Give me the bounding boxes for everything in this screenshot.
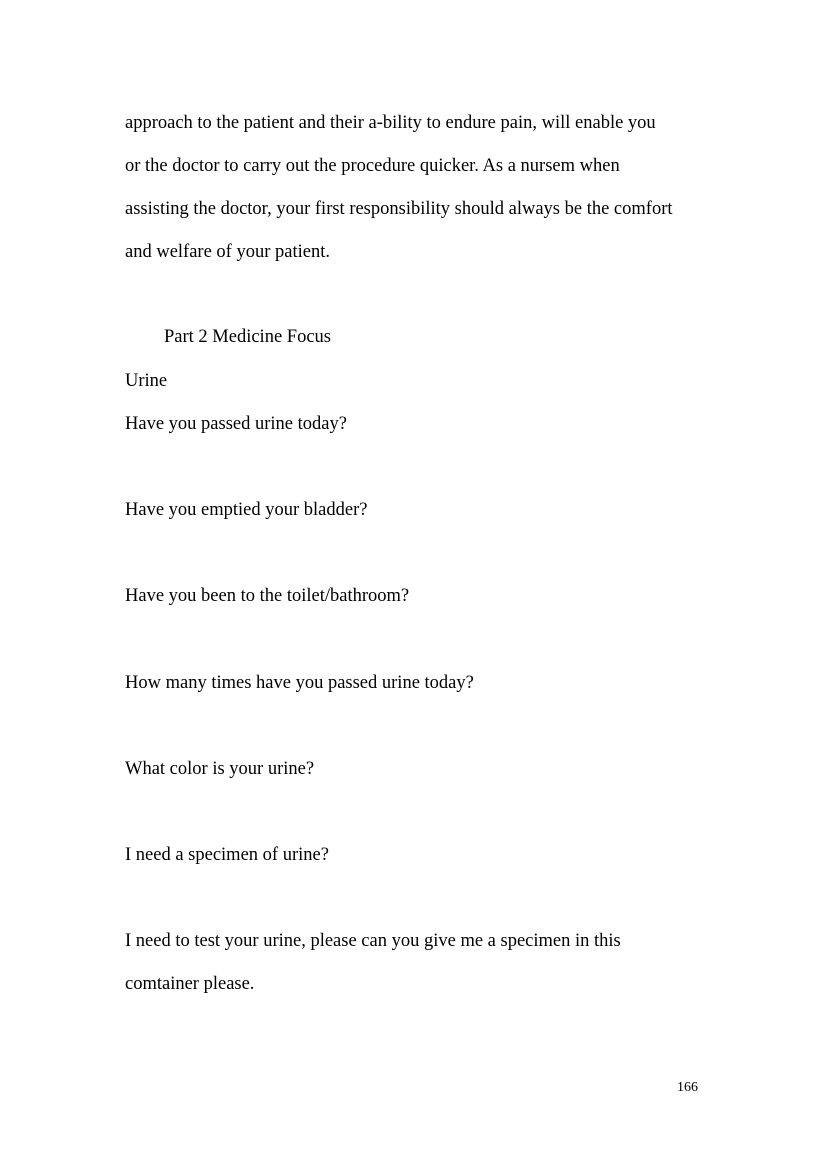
section-heading: Part 2 Medicine Focus — [164, 327, 331, 347]
paragraph-line: approach to the patient and their a-bility to endure pain, will enable you — [125, 113, 656, 133]
paragraph-line: assisting the doctor, your first responsibility should always be the comfort — [125, 199, 673, 219]
phrase-item: Have you emptied your bladder? — [125, 500, 368, 520]
phrase-item: How many times have you passed urine today? — [125, 673, 474, 693]
phrase-item: comtainer please. — [125, 974, 255, 994]
paragraph-line: or the doctor to carry out the procedure quicker. As a nursem when — [125, 156, 620, 176]
phrase-item: Have you been to the toilet/bathroom? — [125, 586, 410, 606]
phrase-item: What color is your urine? — [125, 759, 315, 779]
phrase-item: Have you passed urine today? — [125, 414, 347, 434]
phrase-item: I need a specimen of urine? — [125, 845, 329, 865]
page-number: 166 — [677, 1080, 698, 1095]
paragraph-line: and welfare of your patient. — [125, 242, 330, 262]
phrase-item: I need to test your urine, please can you give me a specimen in this — [125, 931, 621, 951]
topic-title: Urine — [125, 371, 168, 391]
